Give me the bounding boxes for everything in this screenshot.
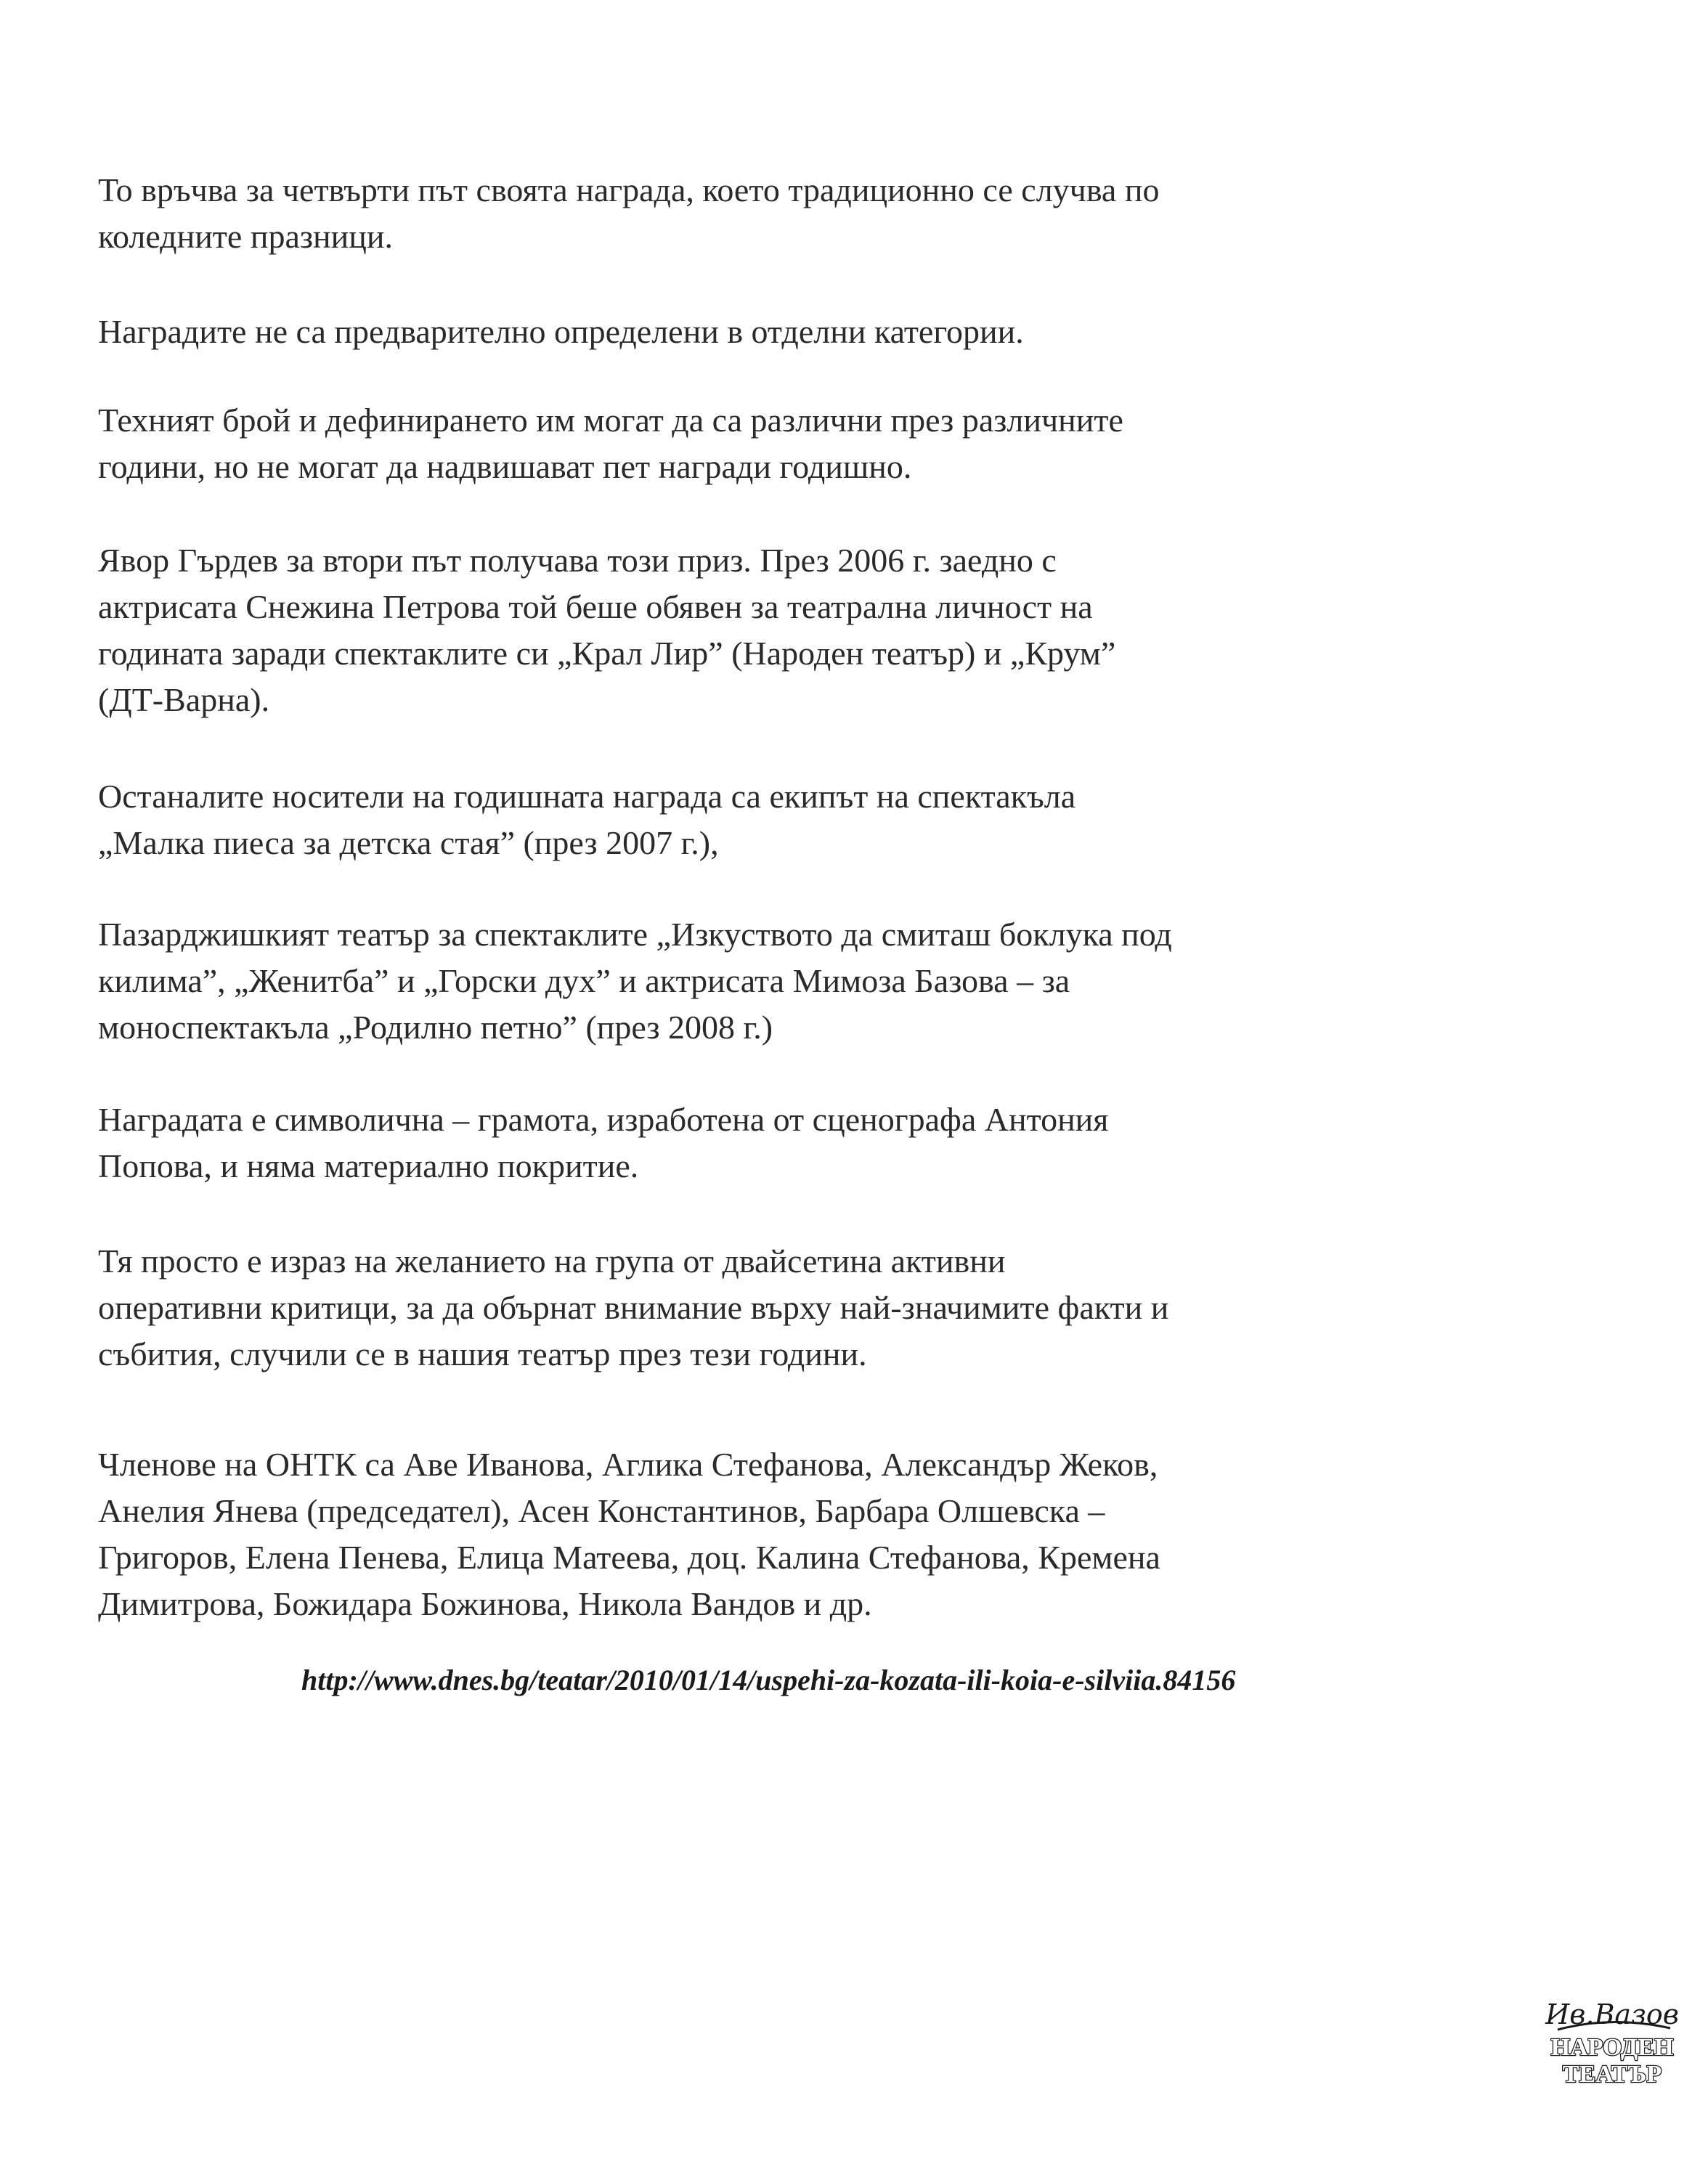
paragraph-award-tradition	[98, 167, 1503, 260]
paragraph-award-count	[98, 397, 1503, 490]
paragraph-other-winners	[98, 773, 1503, 866]
national-theatre-logo	[1543, 1993, 1681, 2091]
text-line: оперативни критици, за да обърнат внимание върху най-значимите факти и	[98, 1289, 1169, 1326]
text-line: „Малка пиеса за детска стая” (през 2007 г.),	[98, 824, 719, 861]
text-line: Членове на ОНТК са Аве Иванова, Аглика Стефанова, Александър Жеков,	[98, 1446, 1158, 1483]
text-line: Наградите не са предварително определени в отделни категории.	[98, 313, 1024, 350]
logo-name-line2: ТЕАТЪР	[1562, 2061, 1662, 2088]
text-line: То връчва за четвърти път своята награда, което традиционно се случва по	[98, 171, 1160, 208]
paragraph-categories	[98, 309, 1503, 355]
text-line: Пазарджишкият театър за спектаклите „Изкуството да смиташ боклука под	[98, 916, 1172, 953]
text-line: коледните празници.	[98, 218, 394, 255]
text-line: Димитрова, Божидара Божинова, Никола Вандов и др.	[98, 1585, 872, 1622]
text-line: актрисата Снежина Петрова той беше обявен за театрална личност на	[98, 588, 1093, 625]
text-line: събития, случили се в нашия театър през тези години.	[98, 1335, 867, 1372]
paragraph-pazardzhik-theatre	[98, 911, 1503, 1051]
text-line: Техният брой и дефинирането им могат да са различни през различните	[98, 402, 1123, 439]
text-line: Наградата е символична – грамота, изработена от сценографа Антония	[98, 1101, 1109, 1138]
text-line: килима”, „Женитба” и „Горски дух” и актрисата Мимоза Базова – за	[98, 962, 1070, 999]
source-url: http://www.dnes.bg/teatar/2010/01/14/uspehi-za-kozata-ili-koia-e-silviia.84156	[301, 1664, 1236, 1696]
text-line: Попова, и няма материално покритие.	[98, 1147, 639, 1184]
paragraph-yavor-gardev	[98, 537, 1503, 723]
paragraph-members	[98, 1441, 1503, 1627]
text-line: Григоров, Елена Пенева, Елица Матеева, доц. Калина Стефанова, Кремена	[98, 1539, 1160, 1576]
text-line: (ДТ-Варна).	[98, 681, 270, 718]
text-line: Анелия Янева (председател), Асен Константинов, Барбара Олшевска –	[98, 1492, 1105, 1529]
paragraph-critics-group	[98, 1238, 1503, 1378]
logo-signature: Ив.Вазов	[1545, 1998, 1679, 2030]
text-line: моноспектакъла „Родилно петно” (през 2008 г.)	[98, 1009, 773, 1046]
logo-name-line1: НАРОДЕН	[1550, 2034, 1674, 2061]
national-theatre-logo-icon	[1543, 1993, 1681, 2091]
text-line: години, но не могат да надвишават пет награди годишно.	[98, 448, 912, 485]
paragraph-symbolic-award	[98, 1097, 1503, 1189]
text-line: Тя просто е израз на желанието на група от двайсетина активни	[98, 1242, 1006, 1280]
text-line: Явор Гърдев за втори път получава този приз. През 2006 г. заедно с	[98, 542, 1057, 579]
text-line: годината заради спектаклите си „Крал Лир” (Народен театър) и „Крум”	[98, 635, 1116, 672]
text-line: Останалите носители на годишната награда са екипът на спектакъла	[98, 778, 1076, 815]
